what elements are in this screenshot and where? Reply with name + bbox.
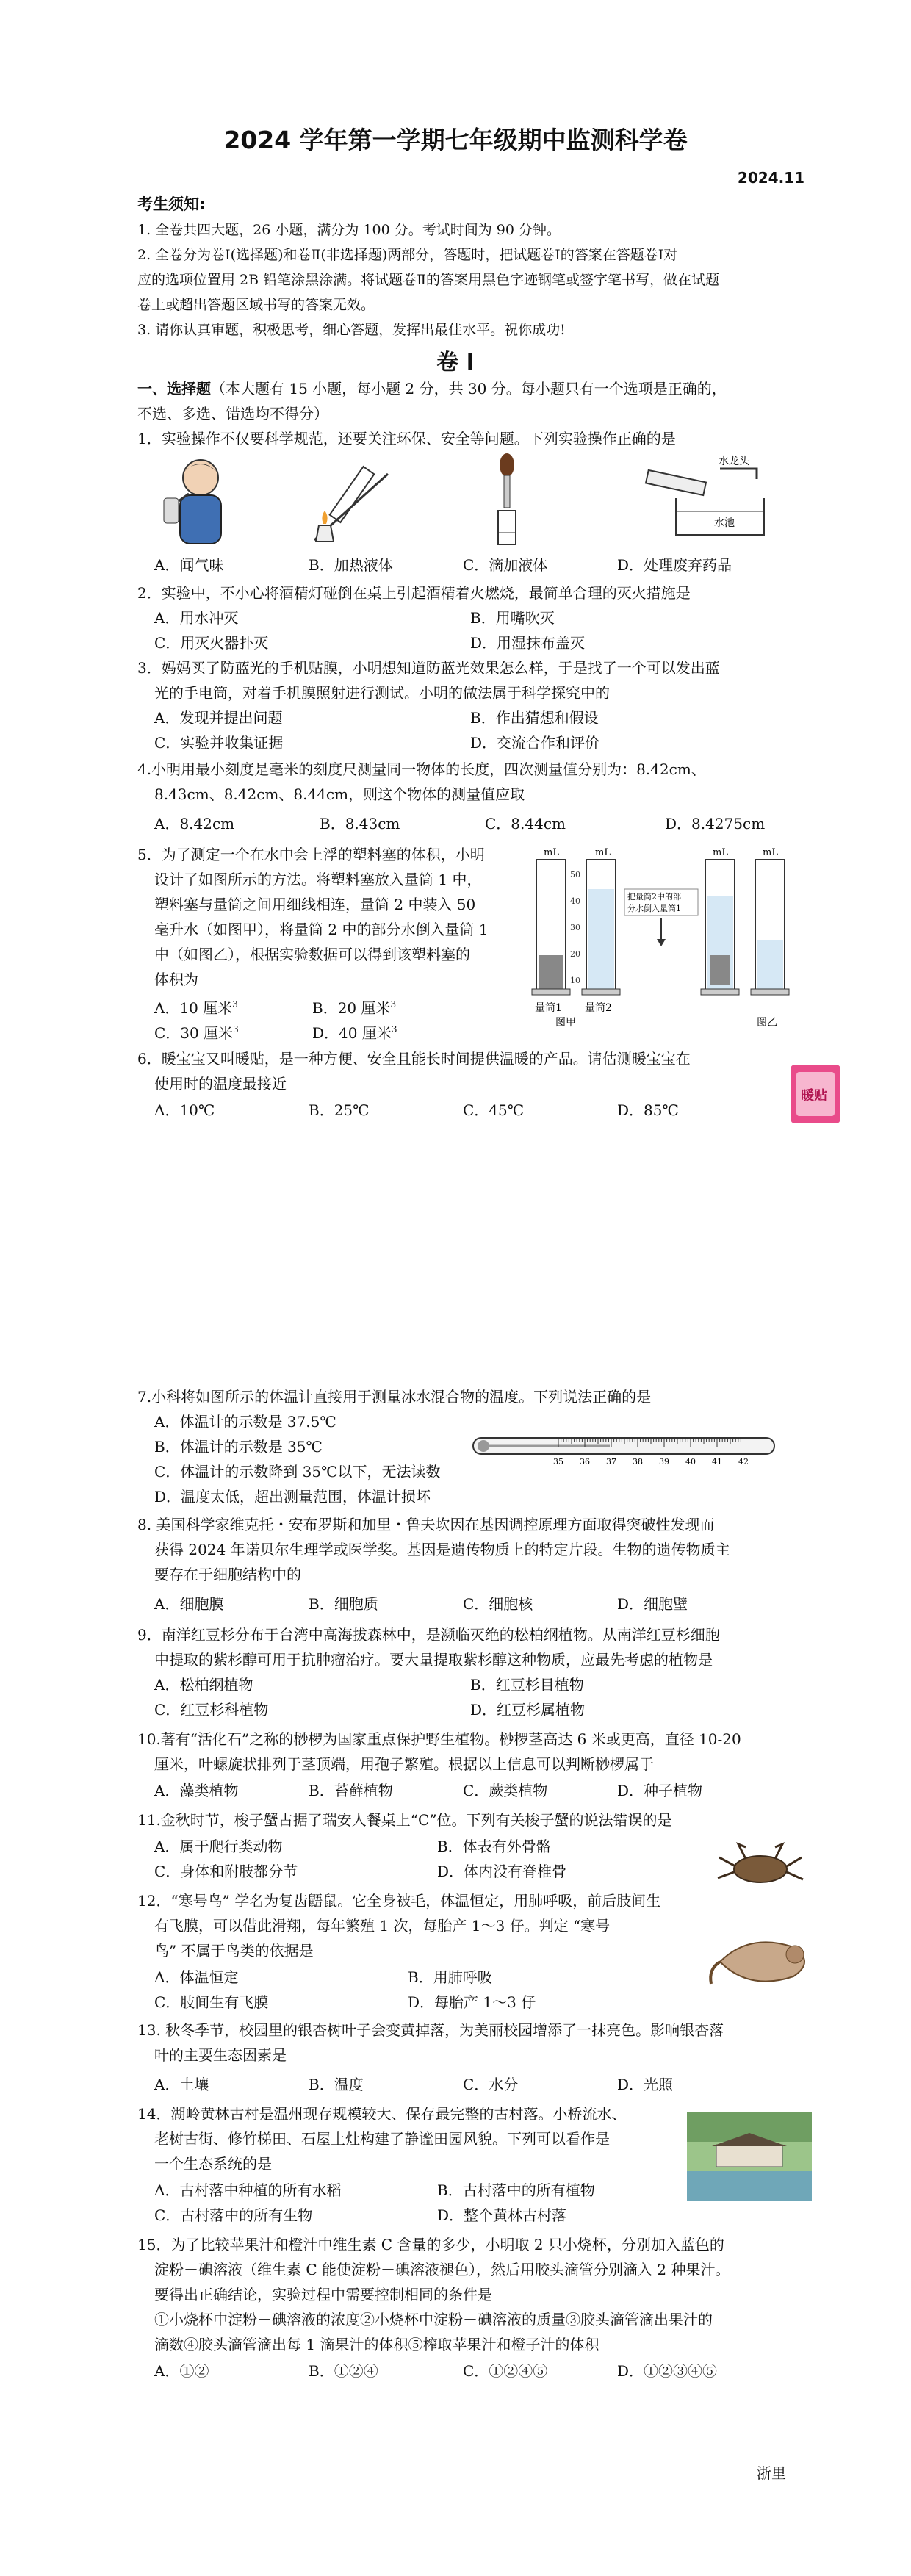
option-c[interactable]: C．用灭火器扑灭 (154, 634, 269, 652)
question-3-stem: 光的手电筒，对着手机膜照射进行测试。小明的做法属于科学探究中的 (154, 684, 610, 702)
option-d[interactable]: D．光照 (617, 2076, 674, 2093)
question-3-stem: 3．妈妈买了防蓝光的手机贴膜，小明想知道防蓝光效果怎么样，于是找了一个可以发出蓝 (137, 659, 720, 677)
question-6-stem: 6．暖宝宝又叫暖贴，是一种方便、安全且能长时间提供温暖的产品。请估测暖宝宝在 (137, 1050, 691, 1068)
option-b[interactable]: B．温度 (309, 2076, 364, 2093)
option-a[interactable]: A．10℃ (154, 1101, 215, 1119)
section-heading (137, 376, 784, 401)
option-c[interactable]: C．水分 (463, 2076, 519, 2093)
disposal-figure (632, 454, 771, 550)
option-c[interactable]: C．红豆杉科植物 (154, 1701, 269, 1719)
option-d[interactable]: D．交流合作和评价 (470, 734, 600, 752)
question-11-options (154, 1859, 669, 1884)
option-c[interactable]: C．细胞核 (463, 1595, 533, 1613)
option-b[interactable]: B．8.43cm (320, 815, 400, 832)
option-d[interactable]: D．细胞壁 (617, 1595, 688, 1613)
question-13-stem: 13. 秋冬季节，校园里的银杏树叶子会变黄掉落，为美丽校园增添了一抹亮色。影响银杏落 (137, 2021, 724, 2039)
option-a[interactable]: A．发现并提出问题 (154, 709, 283, 727)
village-photo (687, 2112, 812, 2201)
option-d: D．40 厘米$^3$ (312, 1023, 397, 1042)
exam-date: 2024.11 (737, 169, 804, 187)
question-8-stem: 要存在于细胞结构中的 (154, 1566, 301, 1583)
notice-line: 1. 全卷共四大题，26 小题，满分为 100 分。考试时间为 90 分钟。 (137, 222, 561, 238)
svg-text:30: 30 (570, 923, 580, 932)
notice-line: 3. 请你认真审题，积极思考，细心答题，发挥出最佳水平。祝你成功! (137, 322, 566, 338)
arrow-note: 把量筒2中的部 (627, 892, 681, 902)
thermometer-tick-label: 41 (712, 1457, 722, 1466)
option-a[interactable]: A．土壤 (154, 2076, 209, 2093)
question-11-options (154, 1834, 669, 1859)
question-14-options (154, 2178, 669, 2203)
question-8-options (154, 1591, 786, 1616)
option-a[interactable]: A．细胞膜 (154, 1595, 224, 1613)
dropper-figure (485, 452, 529, 547)
arrow-note: 分水倒入量筒1 (627, 904, 681, 913)
question-5-stem: 体积为 (154, 971, 198, 988)
question-11-stem: 11.金秋时节，梭子蟹占据了瑞安人餐桌上“C”位。下列有关梭子蟹的说法错误的是 (137, 1811, 672, 1829)
cylinder-1-label: 量筒1 (535, 1002, 562, 1014)
footer-text: 浙里 (757, 2464, 786, 2482)
question-10-options (154, 1778, 786, 1803)
option-d[interactable]: D．8.4275cm (665, 815, 766, 832)
question-4-stem: 8.43cm、8.42cm、8.44cm，则这个物体的测量值应取 (154, 785, 525, 803)
thermometer-tick-label: 36 (580, 1457, 590, 1466)
thermometer-tick-label: 35 (553, 1457, 563, 1466)
question-7-option-a[interactable]: A．体温计的示数是 37.5℃ (154, 1413, 336, 1431)
thermometer-tick-label: 37 (606, 1457, 616, 1466)
question-6-stem: 使用时的温度最接近 (154, 1075, 287, 1093)
question-5-stem: 中（如图乙），根据实验数据可以得到该塑料塞的 (154, 946, 470, 963)
hand-warmer-label: 暖贴 (801, 1088, 827, 1104)
option-c[interactable]: C．45℃ (463, 1101, 525, 1119)
option-c: C．30 厘米$^3$ (154, 1023, 239, 1042)
question-3-options (154, 705, 786, 730)
option-d[interactable]: D．种子植物 (617, 1782, 703, 1799)
figure-yi-label: 图乙 (757, 1017, 777, 1029)
question-5-options (154, 1017, 536, 1046)
question-13-stem: 叶的主要生态因素是 (154, 2046, 287, 2064)
option-d[interactable]: D．处理废弃药品 (617, 556, 732, 574)
question-14-stem: 老树古街、修竹梯田、石屋土灶构建了静谧田园风貌。下列可以看作是 (154, 2130, 610, 2148)
option-d[interactable]: D．每胎产 1～3 仔 (408, 1993, 536, 2011)
option-d[interactable]: D．整个黄林古村落 (437, 2206, 567, 2224)
svg-text:40: 40 (570, 896, 580, 906)
section-desc: （本大题有 15 小题，每小题 2 分，共 30 分。每小题只有一个选项是正确的， (211, 380, 727, 397)
question-15-stem: 要得出正确结论，实验过程中需要控制相同的条件是 (154, 2286, 492, 2303)
sniff-figure (158, 454, 239, 550)
question-15-stem: ①小烧杯中淀粉－碘溶液的浓度②小烧杯中淀粉－碘溶液的质量③胶头滴管滴出果汁的 (154, 2311, 713, 2328)
figure-jia-label: 图甲 (555, 1017, 576, 1029)
faucet-label: 水龙头 (719, 456, 749, 467)
question-9-options (154, 1672, 786, 1697)
option-c[interactable]: C．蕨类植物 (463, 1782, 548, 1799)
option-a[interactable]: A．松柏纲植物 (154, 1676, 253, 1694)
option-c[interactable]: C．①②④⑤ (463, 2362, 548, 2380)
option-c[interactable]: C．古村落中的所有生物 (154, 2206, 313, 2224)
option-c[interactable]: C．8.44cm (485, 815, 566, 832)
notice-line: 2. 全卷分为卷Ⅰ(选择题)和卷Ⅱ(非选择题)两部分，答题时，把试题卷Ⅰ的答案在答题卷Ⅰ对 (137, 247, 678, 263)
question-7-stem: 7.小科将如图所示的体温计直接用于测量冰水混合物的温度。下列说法正确的是 (137, 1388, 652, 1406)
ml-label: mL (763, 847, 778, 858)
sink-label: 水池 (714, 517, 735, 529)
exam-title: 2024 学年第一学期七年级期中监测科学卷 (223, 126, 688, 154)
option-a[interactable]: A．藻类植物 (154, 1782, 239, 1799)
option-a[interactable]: A．古村落中种植的所有水稻 (154, 2181, 342, 2199)
question-12-stem: 有飞膜，可以借此滑翔，每年繁殖 1 次，每胎产 1～3 仔。判定 “寒号 (154, 1917, 611, 1935)
volume-heading: 卷 Ⅰ (436, 350, 475, 375)
option-b[interactable]: B．加热液体 (309, 556, 393, 574)
question-2-options (154, 605, 786, 630)
question-10-stem: 10.著有“活化石”之称的桫椤为国家重点保护野生植物。桫椤茎高达 6 米或更高，直径 10-20 (137, 1730, 741, 1748)
question-12-stem: 12．“寒号鸟” 学名为复齿鼯鼠。它全身被毛，体温恒定，用肺呼吸，前后肢间生 (137, 1892, 661, 1910)
question-15-options (154, 2359, 786, 2383)
option-b[interactable]: B．苔藓植物 (309, 1782, 393, 1799)
question-13-options (154, 2072, 786, 2097)
question-1-options (154, 553, 786, 578)
option-c[interactable]: C．实验并收集证据 (154, 734, 284, 752)
question-9-stem: 中提取的紫杉醇可用于抗肿瘤治疗。要大量提取紫杉醇这种物质，应最先考虑的植物是 (154, 1651, 713, 1669)
question-5-stem: 塑料塞与量筒之间用细线相连，量筒 2 中装入 50 (154, 896, 476, 913)
question-15-stem: 15．为了比较苹果汁和橙汁中维生素 C 含量的多少，小明取 2 只小烧杯，分别加入蓝色的 (137, 2236, 724, 2253)
thermometer-tick-label: 38 (633, 1457, 643, 1466)
notice-title: 考生须知: (137, 195, 206, 213)
option-b[interactable]: B．用嘴吹灭 (470, 609, 555, 627)
question-5-stem: 毫升水（如图甲），将量筒 2 中的部分水倒入量筒 1 (154, 921, 489, 938)
thermometer-figure (470, 1429, 793, 1466)
option-b[interactable]: B．用肺呼吸 (408, 1968, 492, 1986)
option-d[interactable]: D．用湿抹布盖灭 (470, 634, 586, 652)
option-a[interactable]: A．用水冲灭 (154, 609, 239, 627)
option-b[interactable]: B．红豆杉目植物 (470, 1676, 584, 1694)
option-c[interactable]: C．肢间生有飞膜 (154, 1993, 269, 2011)
option-d[interactable]: D．体内没有脊椎骨 (437, 1863, 567, 1880)
notice-line: 卷上或超出答题区域书写的答案无效。 (137, 297, 375, 313)
option-a[interactable]: A．8.42cm (154, 815, 235, 832)
hand-warmer-figure (786, 1062, 845, 1128)
option-c[interactable]: C．身体和附肢都分节 (154, 1863, 298, 1880)
option-a[interactable]: A．属于爬行类动物 (154, 1838, 283, 1855)
option-b[interactable]: B．作出猜想和假设 (470, 709, 599, 727)
question-14-stem: 14．湖岭黄林古村是温州现存规模较大、保存最完整的古村落。小桥流水、 (137, 2105, 627, 2123)
option-b[interactable]: B．古村落中的所有植物 (437, 2181, 595, 2199)
question-10-stem: 厘米，叶螺旋状排列于茎顶端，用孢子繁殖。根据以上信息可以判断桫椤属于 (154, 1755, 654, 1773)
option-a: A．10 厘米$^3$ (154, 999, 238, 1017)
thermometer-tick-label: 40 (685, 1457, 696, 1466)
option-b[interactable]: B．①②④ (309, 2362, 378, 2380)
question-1-stem: 1．实验操作不仅要科学规范，还要关注环保、安全等问题。下列实验操作正确的是 (137, 430, 676, 447)
question-6-options (154, 1098, 786, 1123)
option-b[interactable]: B．细胞质 (309, 1595, 378, 1613)
question-12-options (154, 1990, 669, 2015)
question-15-stem: 淀粉－碘溶液（维生素 C 能使淀粉－碘溶液褪色），然后用胶头滴管分别滴入 2 种果汁。 (154, 2261, 730, 2278)
question-7-option-c[interactable]: C．体温计的示数降到 35℃以下，无法读数 (154, 1463, 441, 1481)
option-d[interactable]: D．①②③④⑤ (617, 2362, 718, 2380)
question-15-stem: 滴数④胶头滴管滴出每 1 滴果汁的体积⑤榨取苹果汁和橙子汁的体积 (154, 2336, 599, 2353)
section-title: 一、选择题 (137, 380, 211, 397)
svg-text:10: 10 (570, 976, 580, 985)
cylinder-figure (529, 845, 808, 1029)
question-2-stem: 2．实验中，不小心将酒精灯碰倒在桌上引起酒精着火燃烧，最简单合理的灭火措施是 (137, 584, 691, 602)
section-desc-line2: 不选、多选、错选均不得分） (137, 405, 328, 422)
question-14-stem: 一个生态系统的是 (154, 2155, 272, 2173)
question-7-option-b[interactable]: B．体温计的示数是 35℃ (154, 1438, 323, 1456)
question-5-stem: 5．为了测定一个在水中会上浮的塑料塞的体积，小明 (137, 846, 485, 863)
question-4-options (154, 811, 786, 836)
question-5-options (154, 992, 536, 1021)
ml-label: mL (544, 847, 559, 858)
question-8-stem: 8. 美国科学家维克托・安布罗斯和加里・鲁夫坎因在基因调控原理方面取得突破性发现而 (137, 1516, 715, 1533)
option-b[interactable]: B．25℃ (309, 1101, 370, 1119)
option-a[interactable]: A．体温恒定 (154, 1968, 239, 1986)
option-a[interactable]: A．闻气味 (154, 556, 224, 574)
option-b: B．20 厘米$^3$ (312, 999, 397, 1017)
option-c[interactable]: C．滴加液体 (463, 556, 548, 574)
option-a[interactable]: A．①② (154, 2362, 209, 2380)
question-3-options (154, 730, 786, 755)
crab-figure (716, 1837, 804, 1896)
question-7-option-d[interactable]: D．温度太低，超出测量范围，体温计损坏 (154, 1488, 431, 1505)
question-14-options (154, 2203, 669, 2228)
question-8-stem: 获得 2024 年诺贝尔生理学或医学奖。基因是遗传物质上的特定片段。生物的遗传物质主 (154, 1541, 730, 1558)
question-4-stem: 4.小明用最小刻度是毫米的刻度尺测量同一物体的长度，四次测量值分别为：8.42cm、 (137, 760, 706, 778)
question-9-options (154, 1697, 786, 1722)
question-5-stem: 设计了如图所示的方法。将塑料塞放入量筒 1 中， (154, 871, 482, 888)
heating-figure (301, 459, 397, 547)
option-b[interactable]: B．体表有外骨骼 (437, 1838, 551, 1855)
ml-label: mL (713, 847, 728, 858)
svg-text:50: 50 (570, 870, 580, 879)
ml-label: mL (595, 847, 611, 858)
option-d[interactable]: D．85℃ (617, 1101, 679, 1119)
question-2-options (154, 630, 786, 655)
question-9-stem: 9．南洋红豆杉分布于台湾中高海拔森林中，是濒临灭绝的松柏纲植物。从南洋红豆杉细胞 (137, 1626, 720, 1644)
question-12-options (154, 1965, 669, 1990)
notice-line: 应的选项位置用 2B 铅笔涂黑涂满。将试题卷Ⅱ的答案用黑色字迹钢笔或签字笔书写，做在试题 (137, 272, 720, 288)
cylinder-2-label: 量筒2 (585, 1002, 612, 1014)
option-d[interactable]: D．红豆杉属植物 (470, 1701, 586, 1719)
flying-squirrel-figure (705, 1925, 823, 1998)
svg-text:20: 20 (570, 949, 580, 959)
question-12-stem: 鸟” 不属于鸟类的依据是 (154, 1942, 314, 1960)
thermometer-tick-label: 39 (659, 1457, 669, 1466)
thermometer-tick-label: 42 (738, 1457, 749, 1466)
